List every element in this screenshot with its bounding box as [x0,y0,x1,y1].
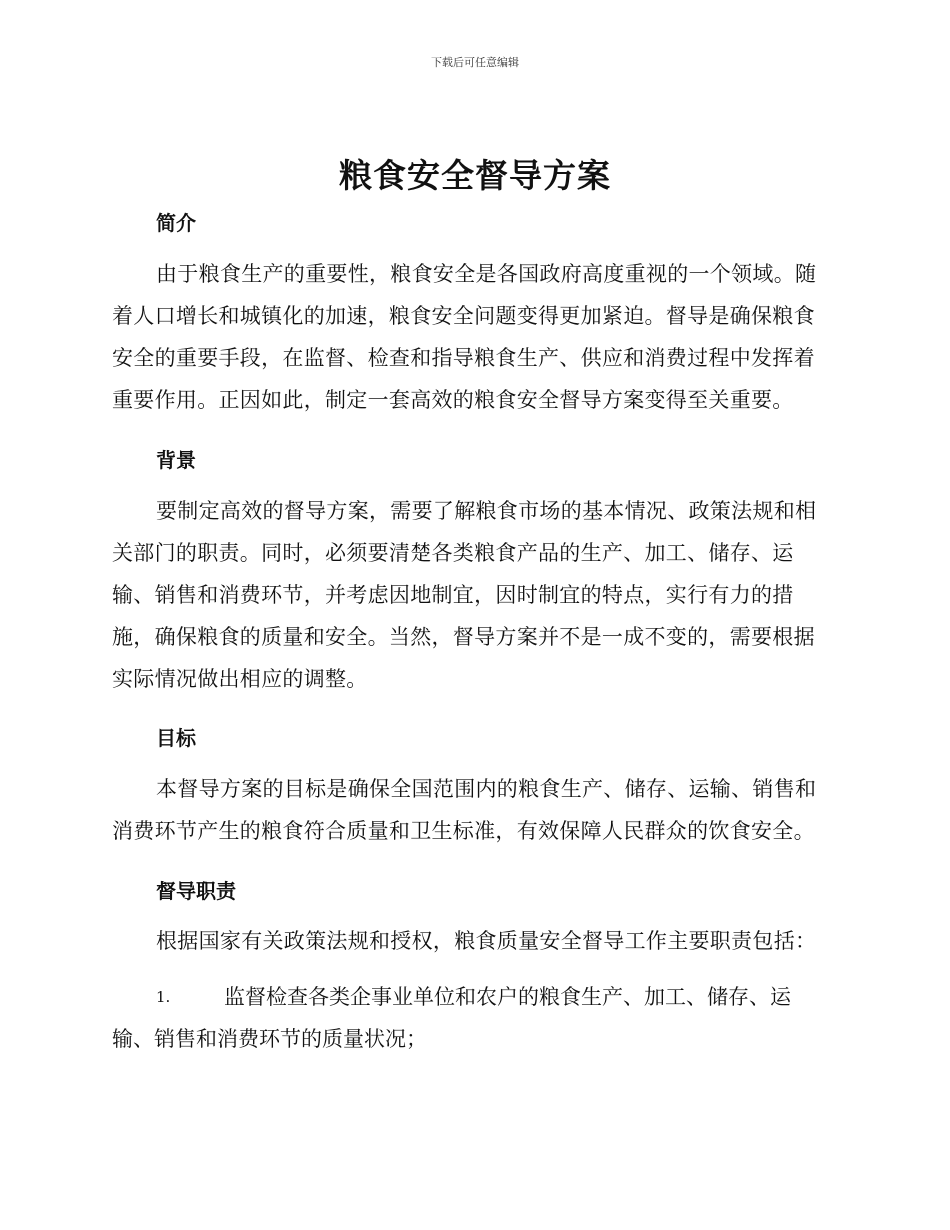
section-heading-intro: 简介 [156,211,196,235]
section-heading-goal: 目标 [156,726,196,750]
section-paragraph-intro: 由于粮食生产的重要性，粮食安全是各国政府高度重视的一个领域。随着人口增长和城镇化的加速，粮食安全问题变得更加紧迫。督导是确保粮食安全的重要手段，在监督、检查和指导粮食生产、供应和消费过程中发挥着重要作用。正因如此，制定一套高效的粮食安全督导方案变得至关重要。 [112,262,817,412]
section-paragraph-goal: 本督导方案的目标是确保全国范围内的粮食生产、储存、运输、销售和消费环节产生的粮食符合质量和卫生标准，有效保障人民群众的饮食安全。 [112,777,817,843]
list-item [112,976,832,1060]
document-title: 粮食安全督导方案 [339,156,611,195]
section-heading-background: 背景 [156,448,196,472]
section-paragraph-background: 要制定高效的督导方案，需要了解粮食市场的基本情况、政策法规和相关部门的职责。同时，必须要清楚各类粮食产品的生产、加工、储存、运输、销售和消费环节，并考虑因地制宜，因时制宜的特点，实行有力的措施，确保粮食的质量和安全。当然，督导方案并不是一成不变的，需要根据实际情况做出相应的调整。 [112,499,817,691]
section-paragraph-duties: 根据国家有关政策法规和授权，粮食质量安全督导工作主要职责包括： [156,929,817,953]
section-heading-duties: 督导职责 [156,879,236,903]
list-item-text: 监督检查各类企事业单位和农户的粮食生产、加工、储存、运输、销售和消费环节的质量状况； [112,985,791,1051]
page-header-note: 下载后可任意编辑 [431,56,519,69]
list-item-number: 1. [156,988,171,1006]
